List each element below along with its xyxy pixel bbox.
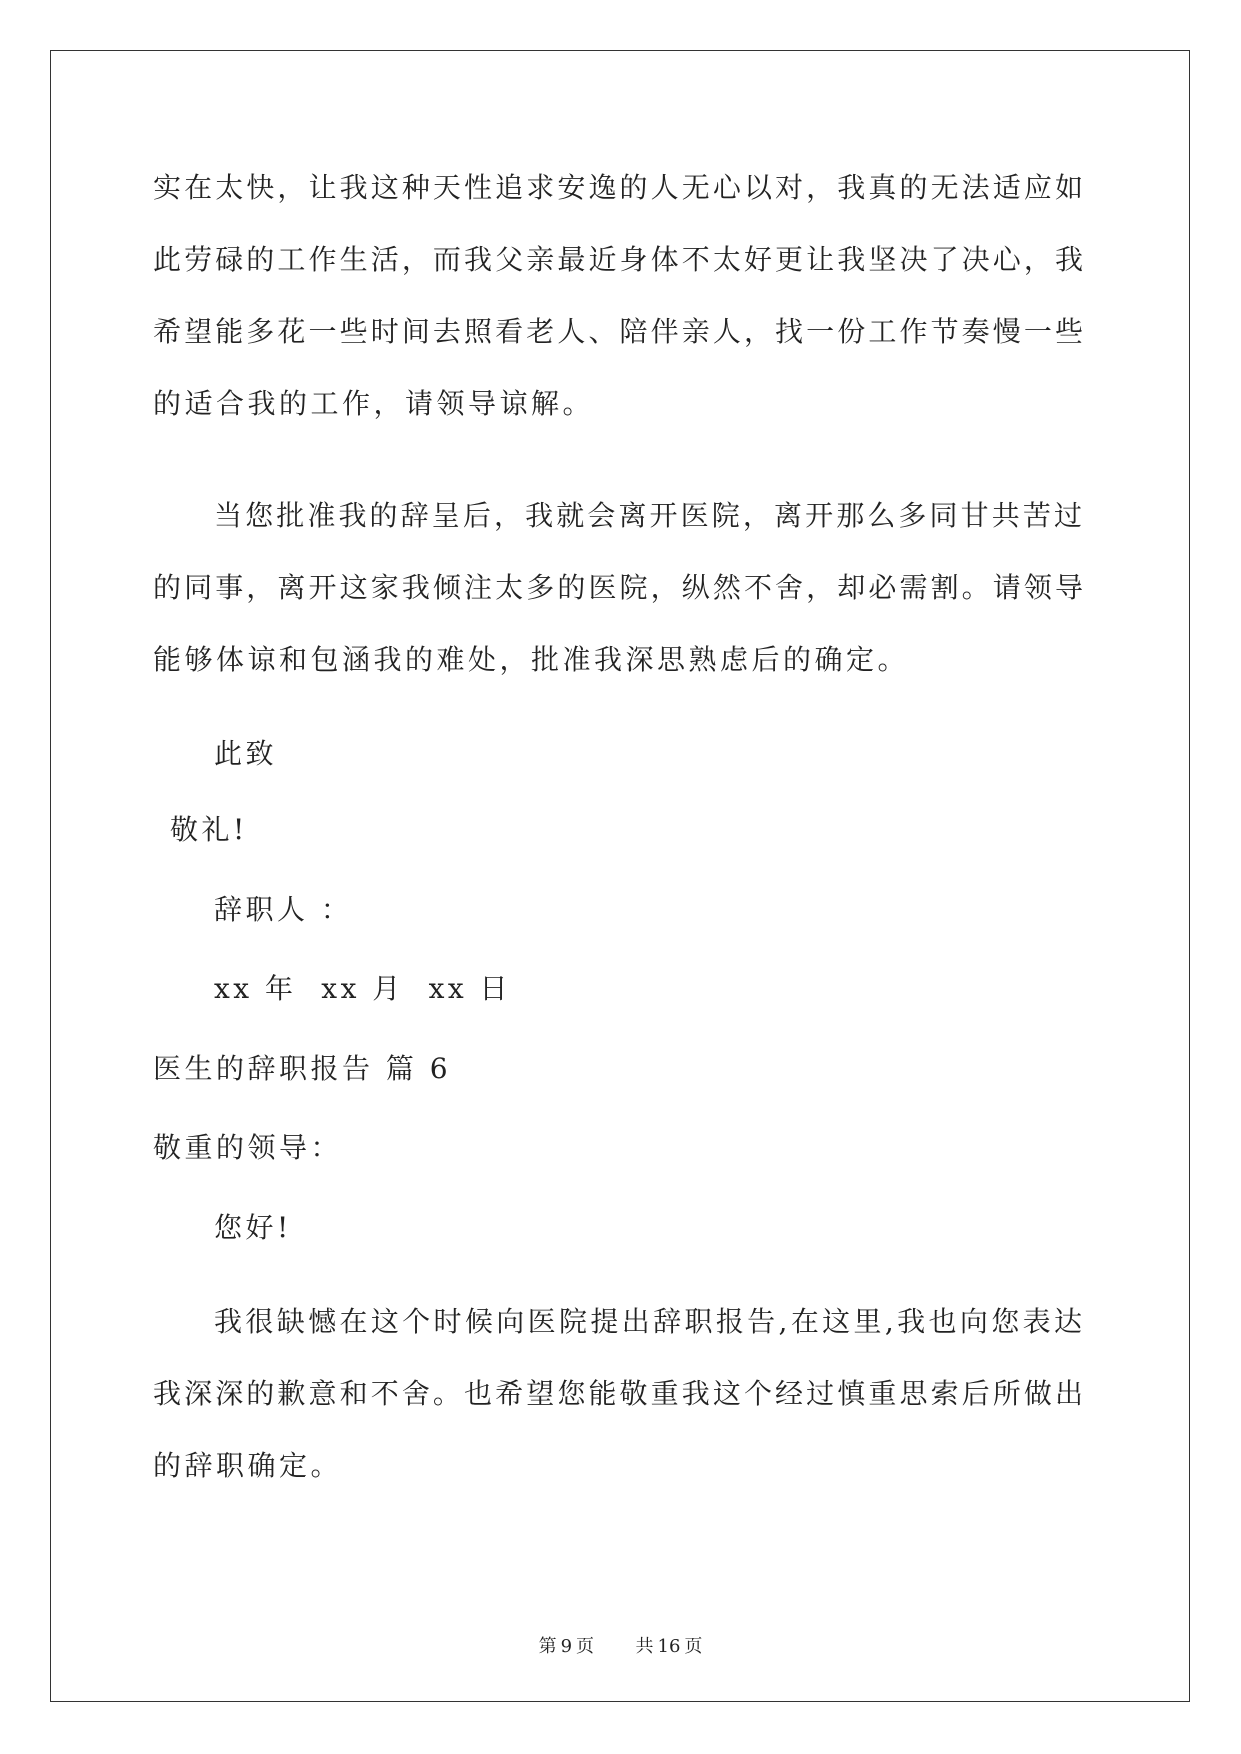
total-prefix: 共 bbox=[635, 1636, 654, 1657]
paragraph-1-line-4: 的适合我的工作，请领导谅解。 bbox=[153, 387, 595, 420]
paragraph-1-line-3: 希望能多花一些时间去照看老人、陪伴亲人，找一份工作节奏慢一些 bbox=[153, 315, 1083, 348]
closing-text: 此致 bbox=[214, 737, 278, 770]
paragraph-1-line-1: 实在太快，让我这种天性追求安逸的人无心以对，我真的无法适应如 bbox=[153, 171, 1083, 204]
paragraph-2-line-1: 当您批准我的辞呈后，我就会离开医院，离开那么多同甘共苦过 bbox=[214, 499, 1082, 532]
page-prefix: 第 bbox=[538, 1636, 557, 1657]
greeting-text: 您好! bbox=[214, 1211, 292, 1244]
paragraph-3-line-1: 我很缺憾在这个时候向医院提出辞职报告,在这里,我也向您表达 bbox=[214, 1305, 1082, 1338]
salute-text: 敬礼! bbox=[170, 813, 248, 846]
date-line: xx 年 xx 月 xx 日 bbox=[214, 972, 512, 1005]
total-pages: 16 bbox=[657, 1636, 681, 1657]
paragraph-2-line-2: 的同事，离开这家我倾注太多的医院，纵然不舍，却必需割。请领导 bbox=[153, 571, 1083, 604]
paragraph-3-line-2: 我深深的歉意和不舍。也希望您能敬重我这个经过慎重思索后所做出 bbox=[153, 1377, 1083, 1410]
paragraph-1-line-2: 此劳碌的工作生活，而我父亲最近身体不太好更让我坚决了决心，我 bbox=[153, 243, 1083, 276]
page-number: 9 bbox=[560, 1636, 573, 1657]
page-suffix: 页 bbox=[576, 1636, 595, 1657]
total-suffix: 页 bbox=[684, 1636, 703, 1657]
signer-label: 辞职人 ： bbox=[214, 893, 353, 926]
paragraph-2-line-3: 能够体谅和包涵我的难处，批准我深思熟虑后的确定。 bbox=[153, 643, 910, 676]
recipient-line: 敬重的领导： bbox=[153, 1131, 343, 1164]
section-title: 医生的辞职报告 篇 6 bbox=[153, 1052, 452, 1085]
page-footer bbox=[0, 1632, 1241, 1658]
paragraph-3-line-3: 的辞职确定。 bbox=[153, 1449, 343, 1482]
